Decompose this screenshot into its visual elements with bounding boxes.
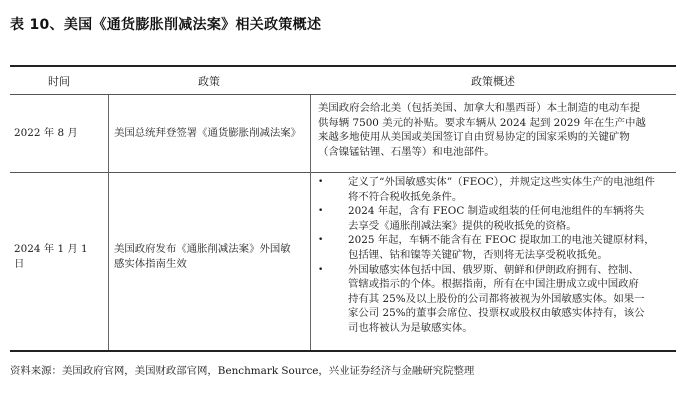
bullet-line: 定义了“外国敏感实体”（FEOC），并规定这些实体生产的电池组件 xyxy=(348,176,655,188)
header-summary: 政策概述 xyxy=(471,75,515,88)
table-bottom-rule xyxy=(10,350,676,352)
bullet-line: 2024 年起，含有 FEOC 制造或组装的任何电池组件的车辆将失 xyxy=(348,205,645,218)
bullet-dot-icon: • xyxy=(318,235,324,246)
row2-policy-line: 感实体指南生效 xyxy=(114,257,187,270)
table-row-divider xyxy=(10,172,676,173)
row1-summary-line: 来越多地使用从美国或美国签订自由贸易协定的国家采购的关键矿物 xyxy=(318,131,630,144)
row1-summary xyxy=(318,101,674,159)
column-divider-time xyxy=(108,95,109,350)
row1-summary-line: 美国政府会给北美（包括美国、加拿大和墨西哥）本土制造的电动车提 xyxy=(318,102,641,114)
bullet-line: 2025 年起，车辆不能含有在 FEOC 提取加工的电池关键原材料， xyxy=(348,234,655,247)
row1-time: 2022 年 8 月 xyxy=(14,127,78,139)
row2-time-line: 日 xyxy=(14,257,25,270)
row1-summary-line: 供每辆 7500 美元的补贴。要求车辆从 2024 起到 2029 年在生产中越 xyxy=(318,116,646,129)
bullet-line: 司也将被认为是敏感实体。 xyxy=(348,321,473,334)
column-divider-policy xyxy=(310,95,311,350)
row2-policy xyxy=(114,242,308,271)
row2-policy-line: 美国政府发布《通胀削减法案》外国敏 xyxy=(114,243,291,255)
bullet-line: 持有其 25%及以上股份的公司都将被视为外国敏感实体。如果一 xyxy=(348,292,645,305)
table-title: 表 10、美国《通货膨胀削减法案》相关政策概述 xyxy=(10,17,322,33)
bullet-dot-icon: • xyxy=(318,264,324,275)
bullet-dot-icon: • xyxy=(318,206,324,217)
table-top-rule xyxy=(10,65,676,67)
summary-bullet-item xyxy=(318,204,676,233)
summary-bullet-item xyxy=(318,233,676,262)
header-policy: 政策 xyxy=(198,75,220,88)
summary-bullet-item xyxy=(318,263,676,336)
bullet-line: 去享受《通胀削减法案》提供的税收抵免的资格。 xyxy=(348,219,577,232)
source-note: 资料来源：美国政府官网，美国财政部官网，Benchmark Source，兴业证券经济与金融研究院整理 xyxy=(10,365,475,377)
table-header-rule xyxy=(10,94,676,95)
row1-policy: 美国总统拜登签署《通货膨胀削减法案》 xyxy=(114,127,302,139)
bullet-line: 包括锂、钴和镍等关键矿物，否则将无法享受税收抵免。 xyxy=(348,248,608,261)
row2-time-line: 2024 年 1 月 1 xyxy=(14,243,88,255)
bullet-dot-icon: • xyxy=(318,177,324,187)
bullet-line: 外国敏感实体包括中国、俄罗斯、朝鲜和伊朗政府拥有、控制、 xyxy=(348,263,639,276)
row2-summary-list xyxy=(318,175,676,336)
row2-time xyxy=(14,242,106,271)
summary-bullet-item xyxy=(318,175,676,204)
bullet-line: 将不符合税收抵免条件。 xyxy=(348,190,463,203)
bullet-line: 管辖或指示的个体。根据指南，所有在中国注册成立或中国政府 xyxy=(348,278,639,291)
row1-summary-line: （含镍锰钴锂、石墨等）和电池部件。 xyxy=(318,145,495,158)
bullet-line: 家公司 25%的董事会席位、投票权或股权由敏感实体持有，该公 xyxy=(348,307,645,320)
header-time: 时间 xyxy=(48,75,70,88)
